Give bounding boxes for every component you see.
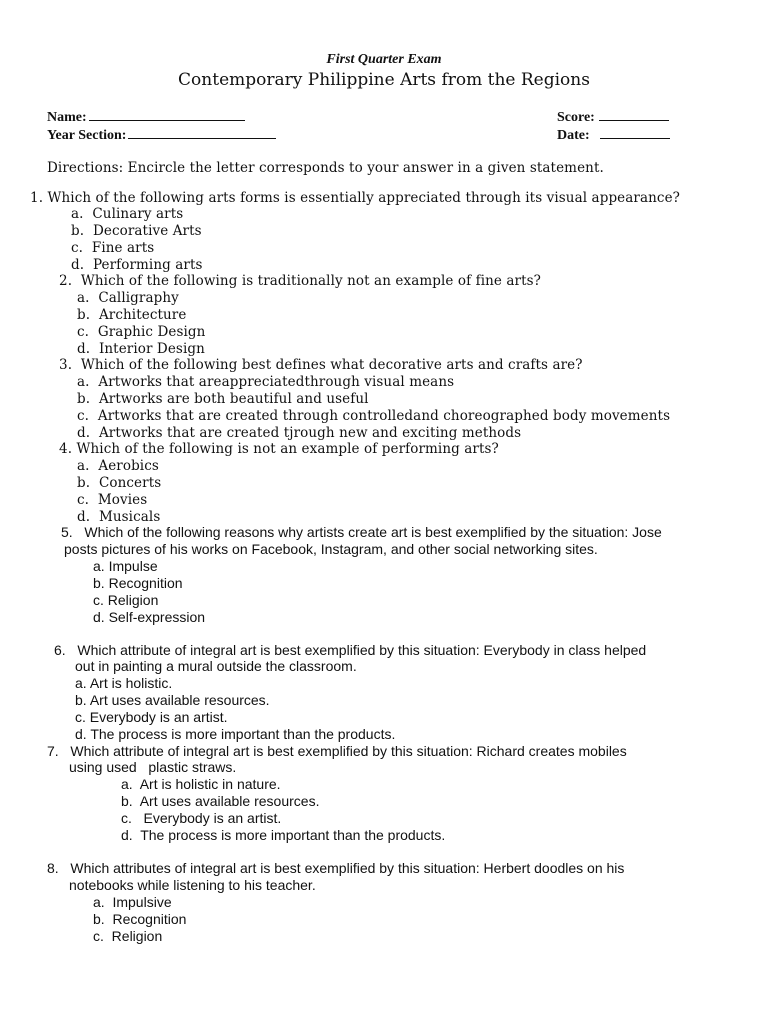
question-number: 7. [47,743,59,759]
question-text: Which of the following best defines what decorative arts and crafts are? [80,357,583,373]
question-text: Which attribute of integral art is best exemplified by this situation: Everybody in class helped [77,642,647,658]
choice-4d[interactable] [77,509,160,525]
choice-text: Artworks that are created through controlledand choreographed body movements [97,408,671,424]
choice-text: Decorative Arts [92,223,202,239]
choice-text: Artworks are both beautiful and useful [98,391,369,407]
choice-letter: b. [75,692,87,708]
choice-4c[interactable] [77,492,147,508]
choice-2d[interactable] [77,341,205,357]
choice-text: Self-expression [108,609,206,625]
choice-7c[interactable] [121,810,281,826]
choice-text: Artworks that are created tjrough new and exciting methods [98,425,522,441]
choice-letter: c. [71,240,84,256]
date-field[interactable] [557,126,670,144]
question-text: Which attributes of integral art is best exemplified by this situation: Herbert doodles on his [70,860,625,876]
choice-7a[interactable] [121,776,281,792]
question-8-line2: notebooks while listening to his teacher. [69,877,316,893]
choice-letter: b. [77,391,91,407]
choice-6c[interactable] [75,709,228,725]
question-number: 1. [30,190,44,206]
question-text: Which of the following reasons why artists create art is best exemplified by the situation: Jose [84,524,662,540]
choice-letter: d. [93,609,105,625]
choice-7d[interactable] [121,827,445,843]
date-blank[interactable] [600,126,670,139]
date-label: Date: [557,128,590,143]
choice-2c[interactable] [77,324,205,340]
choice-letter: a. [121,776,133,792]
choice-6a[interactable] [75,675,172,691]
question-4 [59,441,499,457]
choice-text: Architecture [98,307,187,323]
question-number: 2. [59,273,73,289]
choice-letter: d. [75,726,87,742]
choice-text: Calligraphy [98,290,179,306]
question-number: 5. [61,524,73,540]
question-text: Which attribute of integral art is best exemplified by this situation: Richard creates mobiles [70,743,627,759]
choice-letter: a. [77,290,90,306]
question-7 [47,743,627,759]
choice-letter: a. [77,458,90,474]
choice-6b[interactable] [75,692,270,708]
exam-title: First Quarter Exam [326,52,442,67]
question-number: 3. [59,357,73,373]
choice-letter: c. [77,408,90,424]
choice-letter: a. [77,374,90,390]
choice-1d[interactable] [71,257,203,273]
choice-text: Artworks that areappreciatedthrough visual means [98,374,455,390]
choice-1c[interactable] [71,240,154,256]
choice-8c[interactable] [93,928,162,944]
choice-text: Recognition [112,911,187,927]
choice-letter: c. [77,492,90,508]
choice-6d[interactable] [75,726,395,742]
choice-text: Musicals [98,509,161,525]
choice-text: Movies [97,492,148,508]
question-2 [59,273,541,289]
question-text: Which of the following arts forms is essentially appreciated through its visual appearance? [47,190,681,206]
choice-letter: a. [71,206,84,222]
choice-1a[interactable] [71,206,183,222]
choice-4a[interactable] [77,458,159,474]
choice-5b[interactable] [93,575,183,591]
choice-text: Impulse [108,558,158,574]
choice-3c[interactable] [77,408,670,424]
question-5 [61,524,662,540]
choice-5c[interactable] [93,592,158,608]
choice-letter: a. [93,558,105,574]
choice-text: The process is more important than the products. [90,726,396,742]
question-5-line2: posts pictures of his works on Facebook, Instagram, and other social networking sites. [64,541,598,557]
question-7-line2: using used plastic straws. [69,759,237,775]
choice-letter: c. [121,810,132,826]
choice-text: Graphic Design [97,324,206,340]
choice-text: Art is holistic. [89,675,173,691]
choice-letter: a. [93,894,105,910]
choice-letter: c. [75,709,86,725]
choice-text: Religion [107,592,159,608]
choice-text: Concerts [98,475,162,491]
question-6 [54,642,646,658]
choice-8a[interactable] [93,894,172,910]
choice-letter: d. [71,257,85,273]
question-number: 6. [54,642,66,658]
choice-letter: d. [77,341,91,357]
choice-text: Impulsive [112,894,172,910]
question-number: 8. [47,860,59,876]
directions: Directions: Encircle the letter corresponds to your answer in a given statement. [47,160,604,176]
choice-text: The process is more important than the products. [140,827,446,843]
choice-text: Culinary arts [92,206,184,222]
choice-text: Art uses available resources. [89,692,270,708]
score-field[interactable] [557,108,669,126]
choice-3a[interactable] [77,374,454,390]
question-6-line2: out in painting a mural outside the classroom. [75,658,357,674]
choice-letter: b. [71,223,85,239]
score-blank[interactable] [599,108,669,121]
question-1 [30,190,680,206]
choice-letter: c. [93,592,104,608]
choice-text: Everybody is an artist. [89,709,228,725]
choice-text: Religion [111,928,163,944]
choice-2b[interactable] [77,307,186,323]
choice-5a[interactable] [93,558,158,574]
choice-7b[interactable] [121,793,319,809]
choice-text: Aerobics [98,458,159,474]
choice-letter: b. [77,475,91,491]
score-label: Score: [557,110,595,125]
year-section-field[interactable] [47,126,276,144]
choice-text: Performing arts [92,257,203,273]
question-8 [47,860,624,876]
choice-text: Interior Design [98,341,205,357]
name-label: Name: [47,110,87,125]
choice-text: Fine arts [91,240,155,256]
choice-letter: a. [75,675,87,691]
choice-letter: b. [93,575,105,591]
question-text: Which of the following is not an example of performing arts? [76,441,499,457]
choice-letter: d. [77,509,91,525]
choice-letter: b. [93,911,105,927]
choice-letter: b. [77,307,91,323]
choice-1b[interactable] [71,223,202,239]
year-section-label: Year Section: [47,128,127,143]
choice-3b[interactable] [77,391,369,407]
choice-8b[interactable] [93,911,186,927]
choice-text: Recognition [108,575,183,591]
question-number: 4. [59,441,73,457]
choice-5d[interactable] [93,609,205,625]
subject-title: Contemporary Philippine Arts from the Regions [178,70,590,90]
choice-text: Everybody is an artist. [139,810,282,826]
year-section-blank[interactable] [128,126,276,139]
choice-3d[interactable] [77,425,521,441]
name-field[interactable] [47,108,245,126]
question-3 [59,357,583,373]
choice-4b[interactable] [77,475,161,491]
choice-text: Art uses available resources. [139,793,320,809]
choice-2a[interactable] [77,290,179,306]
question-text: Which of the following is traditionally not an example of fine arts? [80,273,541,289]
choice-letter: b. [121,793,133,809]
name-blank[interactable] [89,108,245,121]
choice-letter: c. [93,928,104,944]
choice-letter: d. [121,827,133,843]
choice-letter: d. [77,425,91,441]
choice-letter: c. [77,324,90,340]
choice-text: Art is holistic in nature. [139,776,281,792]
